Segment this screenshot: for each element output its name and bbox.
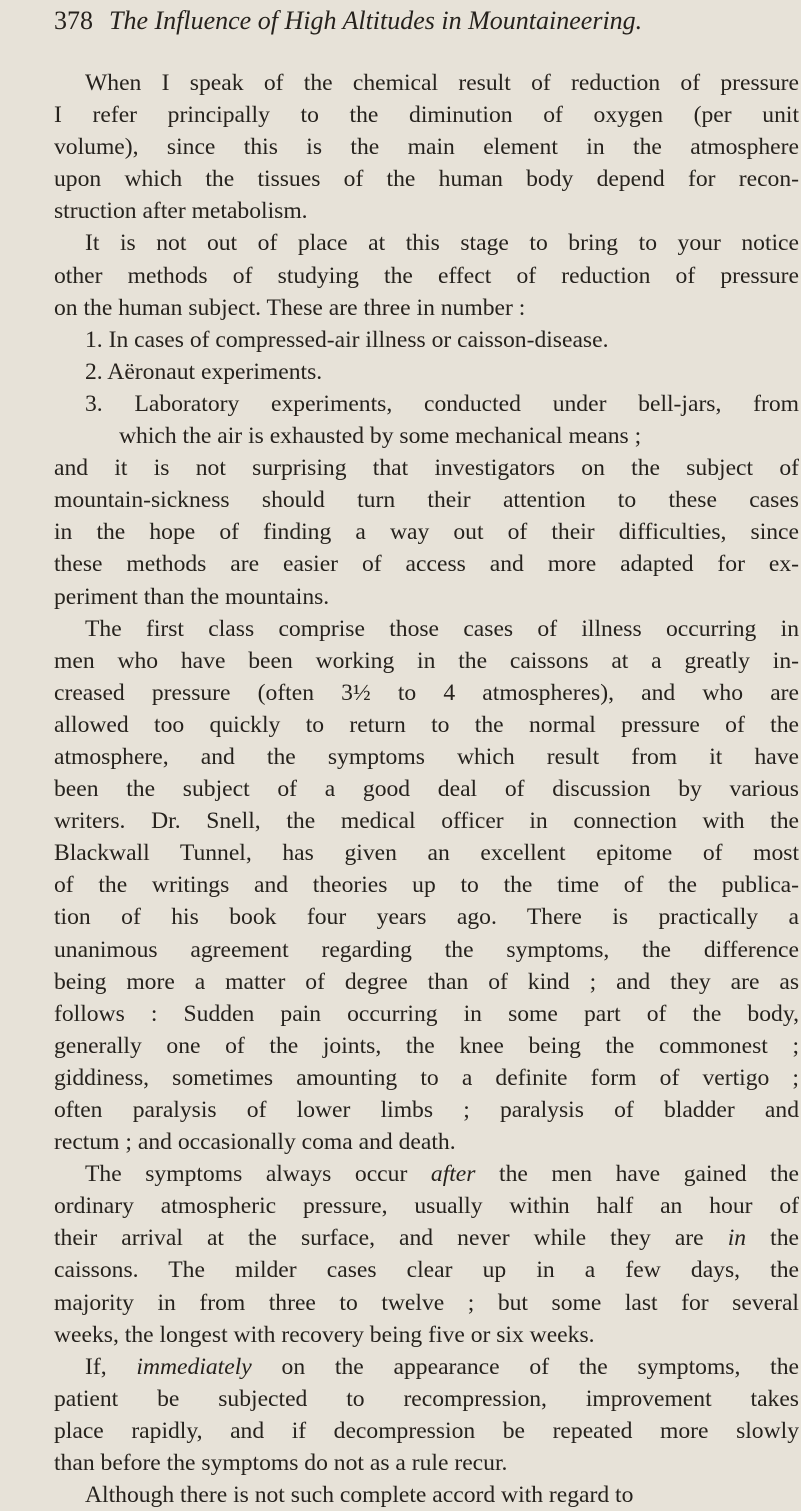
text-line: tion of his book four years ago. There is practically a: [54, 904, 799, 931]
text-line: these methods are easier of access and more adapted for ex-: [54, 551, 799, 578]
text-line: It is not out of place at this stage to bring to your notice: [85, 230, 799, 257]
running-head: [54, 4, 794, 38]
text-line: Blackwall Tunnel, has given an excellent epitome of most: [54, 840, 799, 867]
text-line: allowed too quickly to return to the normal pressure of the: [54, 711, 799, 738]
text-line: ordinary atmospheric pressure, usually within half an hour of: [54, 1193, 799, 1220]
text-line: 2. Aëronaut experiments.: [85, 358, 323, 385]
text-line: rectum ; and occasionally coma and death.: [54, 1129, 456, 1156]
text-line: volume), since this is the main element in the atmosphere: [54, 134, 799, 161]
text-line: When I speak of the chemical result of reduction of pressure: [85, 70, 799, 96]
text-line: caissons. The milder cases clear up in a few days, the: [54, 1257, 799, 1284]
text-line: Although there is not such complete accord with regard to: [85, 1482, 634, 1509]
text-line: generally one of the joints, the knee being the commonest ;: [54, 1032, 799, 1059]
page-number: 378: [54, 6, 93, 35]
text-line: weeks, the longest with recovery being five or six weeks.: [54, 1321, 595, 1348]
text-line: creased pressure (often 3½ to 4 atmospheres), and who are: [54, 679, 799, 706]
text-line: 1. In cases of compressed-air illness or caisson-disease.: [85, 326, 609, 353]
text-line: atmosphere, and the symptoms which result from it have: [54, 743, 799, 770]
text-line: of the writings and theories up to the time of the publica-: [54, 872, 799, 899]
text-line: follows : Sudden pain occurring in some part of the body,: [54, 1000, 799, 1027]
text-line: If, immediately on the appearance of the symptoms, the: [85, 1353, 800, 1380]
text-line: which the air is exhausted by some mechanical means ;: [119, 423, 642, 450]
body-text: [54, 67, 799, 1511]
text-line: been the subject of a good deal of discussion by various: [54, 776, 799, 803]
text-line: men who have been working in the caissons at a greatly in-: [54, 647, 799, 674]
text-line: place rapidly, and if decompression be repeated more slowly: [54, 1417, 799, 1444]
text-line: 3. Laboratory experiments, conducted under bell-jars, from: [85, 390, 799, 417]
text-line: struction after metabolism.: [54, 198, 308, 225]
text-line: other methods of studying the effect of reduction of pressure: [54, 262, 799, 289]
text-line: The first class comprise those cases of illness occurring in: [85, 615, 799, 642]
text-line: their arrival at the surface, and never while they are in the: [54, 1225, 799, 1252]
text-line: than before the symptoms do not as a rule recur.: [54, 1450, 508, 1477]
text-line: The symptoms always occur after the men have gained the: [85, 1161, 799, 1188]
text-line: giddiness, sometimes amounting to a definite form of vertigo ;: [54, 1064, 799, 1091]
running-title: The Influence of High Altitudes in Mountaineering.: [109, 6, 643, 35]
text-line: upon which the tissues of the human body depend for recon-: [54, 166, 799, 193]
text-line: periment than the mountains.: [54, 583, 330, 610]
text-line: mountain-sickness should turn their attention to these cases: [54, 487, 799, 514]
text-line: often paralysis of lower limbs ; paralysis of bladder and: [54, 1097, 799, 1123]
text-line: being more a matter of degree than of kind ; and they are as: [54, 968, 799, 995]
text-line: majority in from three to twelve ; but some last for several: [54, 1289, 799, 1316]
text-line: on the human subject. These are three in number :: [54, 294, 526, 321]
text-line: unanimous agreement regarding the symptoms, the difference: [54, 936, 799, 963]
text-line: in the hope of finding a way out of their difficulties, since: [54, 519, 799, 546]
text-line: patient be subjected to recompression, improvement takes: [54, 1385, 799, 1412]
text-line: writers. Dr. Snell, the medical officer in connection with the: [54, 808, 799, 835]
text-line: I refer principally to the diminution of oxygen (per unit: [54, 102, 799, 129]
text-line: and it is not surprising that investigators on the subject of: [54, 455, 799, 482]
